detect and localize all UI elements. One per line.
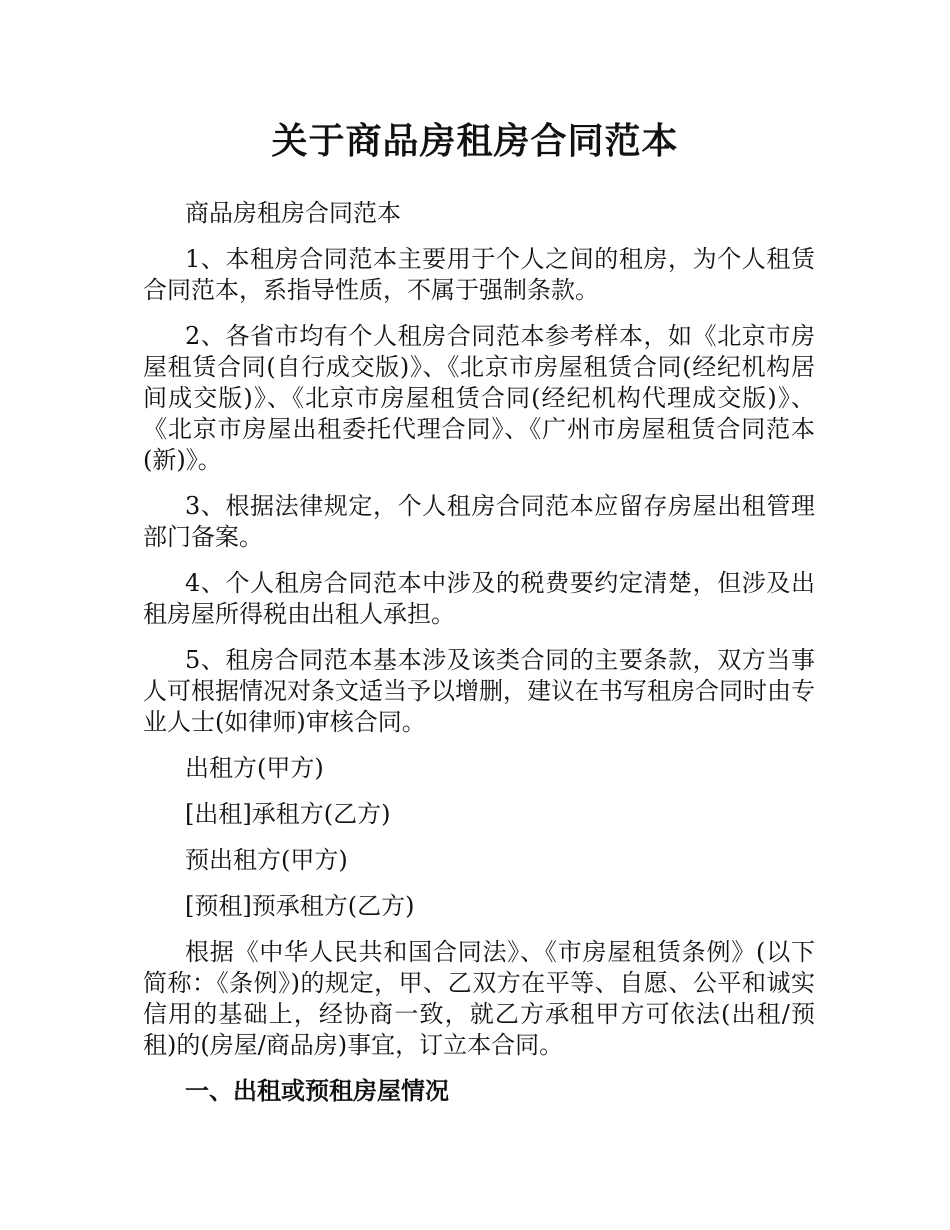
paragraph-item-5: 5、租房合同范本基本涉及该类合同的主要条款，双方当事人可根据情况对条文适当予以增删，建议在书写租房合同时由专业人士(如律师)审核合同。 bbox=[143, 646, 815, 736]
party-lessee: [出租]承租方(乙方) bbox=[185, 800, 391, 828]
paragraph-item-1: 1、本租房合同范本主要用于个人之间的租房，为个人租赁合同范本，系指导性质，不属于强制条款。 bbox=[143, 245, 815, 304]
paragraph-preamble: 根据《中华人民共和国合同法》、《市房屋租赁条例》(以下简称：《条例》)的规定，甲、乙双方在平等、自愿、公平和诚实信用的基础上，经协商一致，就乙方承租甲方可依法(出租/预租)的(房屋/商品房)事宜，订立本合同。 bbox=[143, 938, 815, 1059]
section-heading: 一、出租或预租房屋情况 bbox=[185, 1077, 449, 1105]
paragraph-item-2: 2、各省市均有个人租房合同范本参考样本，如《北京市房屋租赁合同(自行成交版)》、《北京市房屋租赁合同(经纪机构居间成交版)》、《北京市房屋租赁合同(经纪机构代理成交版)》、《北京市房屋出租委托代理合同》、《广州市房屋租赁合同范本(新)》。 bbox=[143, 322, 815, 474]
paragraph-item-4: 4、个人租房合同范本中涉及的税费要约定清楚，但涉及出租房屋所得税由出租人承担。 bbox=[143, 569, 815, 628]
paragraph-item-3: 3、根据法律规定，个人租房合同范本应留存房屋出租管理部门备案。 bbox=[143, 492, 815, 551]
document-title: 关于商品房租房合同范本 bbox=[271, 121, 679, 162]
paragraph-subtitle: 商品房租房合同范本 bbox=[185, 199, 401, 227]
document-body bbox=[143, 198, 815, 1122]
party-lessor: 出租方(甲方) bbox=[185, 754, 324, 782]
party-pre-lessee: [预租]预承租方(乙方) bbox=[185, 892, 415, 920]
party-pre-lessor: 预出租方(甲方) bbox=[185, 846, 348, 874]
